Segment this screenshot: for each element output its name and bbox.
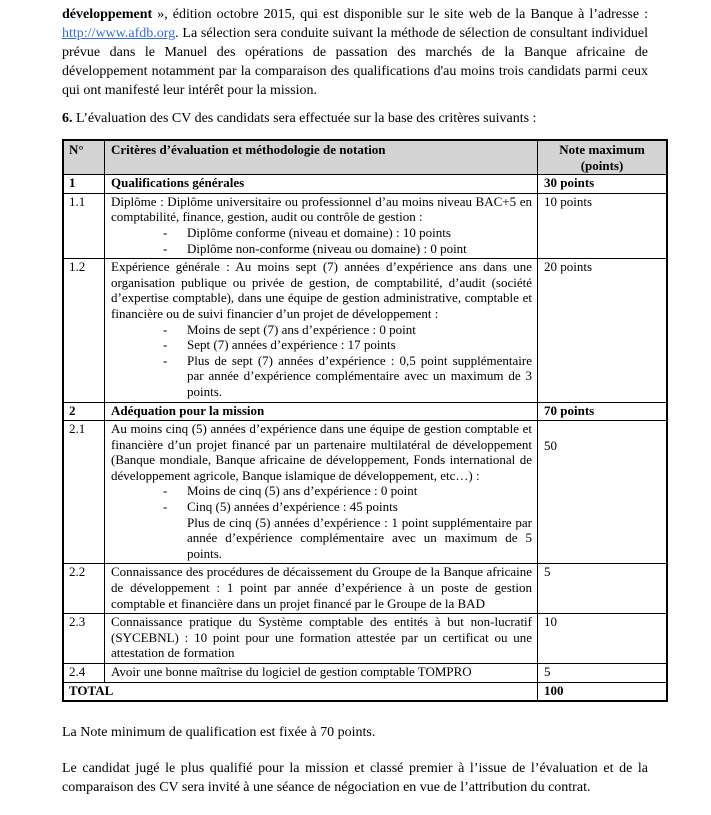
row-number-cell: 2.3 — [63, 614, 105, 664]
row-number-cell: 2.2 — [63, 564, 105, 614]
row-criteria-cell — [105, 664, 538, 683]
intro-paragraph — [62, 5, 648, 100]
afdb-website-link[interactable]: http://www.afdb.org — [62, 26, 176, 41]
bullet-dash: - — [163, 483, 168, 499]
row-points-cell: 70 points — [538, 402, 668, 421]
row-criteria-cell — [105, 402, 538, 421]
bullet-text: Cinq (5) années d’expérience : 45 points — [187, 499, 398, 515]
bullet-item — [163, 225, 532, 241]
intro-text-after-bold: », édition octobre 2015, qui est disponible sur le site web de la Banque à l’adresse : — [152, 7, 648, 22]
row-criteria-cell — [105, 175, 538, 194]
bullet-dash — [163, 515, 187, 562]
criteria-text: Expérience générale : Au moins sept (7) années d’expérience ans dans une organisation publique ou privée de gestion, de comptabilité, d’audit (société d’expertise comptable), dans une équipe de gestion administrative, comptable et financière ou de suivi financier d’un projet de développement : — [111, 259, 532, 321]
table-header-row — [63, 140, 667, 175]
table-row — [63, 402, 667, 421]
table-row — [63, 421, 667, 564]
minimum-score-note: La Note minimum de qualification est fixée à 70 points. — [62, 725, 376, 741]
header-cell-criteria: Critères d’évaluation et méthodologie de notation — [105, 140, 538, 175]
evaluation-criteria-table — [62, 139, 668, 702]
row-criteria-cell — [105, 421, 538, 564]
criteria-text: Au moins cinq (5) années d’expérience dans une équipe de gestion comptable et financière d’un projet financé par un partenaire multilatéral de développement (Banque mondiale, Banque africaine de développement, Fonds international de développement agricole, Banque islamique de développement, etc…) : — [111, 421, 532, 483]
row-points-cell: 10 — [538, 614, 668, 664]
total-label-cell: TOTAL — [63, 682, 538, 701]
criteria-text: Connaissance pratique du Système comptable des entités à but non-lucratif (SYCEBNL) : 10 point pour une formation attestée par un certificat ou une attestation de formation — [111, 614, 532, 661]
row-points-cell: 10 points — [538, 193, 668, 258]
intro-bold-lead: développement — [62, 7, 153, 22]
criteria-text: Qualifications générales — [111, 175, 245, 191]
bullet-dash: - — [163, 337, 168, 353]
row-number-cell: 2 — [63, 402, 105, 421]
criteria-text: Adéquation pour la mission — [111, 402, 265, 418]
header-cell-number: N° — [63, 140, 105, 175]
bullet-item — [163, 353, 532, 400]
bullet-item — [163, 241, 532, 257]
bullet-text: Diplôme non-conforme (niveau ou domaine) : 0 point — [187, 240, 467, 256]
bullet-text: Moins de sept (7) ans d’expérience : 0 point — [187, 321, 416, 337]
table-row — [63, 564, 667, 614]
row-number-cell: 2.1 — [63, 421, 105, 564]
intro-text-after-link: . La sélection sera conduite suivant la méthode de sélection de consultant individuel prévue dans le Manuel des opérations de passation des marchés de la Banque africaine de développement notamment par la comparaison des qualifications d'au moins trois candidats parmi ceux qui ont manifesté leur intérêt pour la mission. — [62, 26, 648, 98]
bullet-dash: - — [163, 240, 168, 256]
closing-paragraph: Le candidat jugé le plus qualifié pour la mission et classé premier à l’issue de l’évaluation et de la comparaison des CV sera invité à une séance de négociation en vue de l’attribution du contrat. — [62, 761, 648, 796]
row-criteria-cell — [105, 564, 538, 614]
bullet-item — [163, 337, 532, 353]
row-criteria-cell — [105, 193, 538, 258]
criteria-text: Diplôme : Diplôme universitaire ou professionnel d’au moins niveau BAC+5 en comptabilité, finance, gestion, audit ou contrôle de gestion : — [111, 193, 532, 225]
bullet-item — [163, 483, 532, 499]
bullet-text: Moins de cinq (5) ans d’expérience : 0 point — [187, 483, 418, 499]
row-points-cell: 30 points — [538, 175, 668, 194]
total-points-cell: 100 — [538, 682, 668, 701]
bullet-text: Sept (7) années d’expérience : 17 points — [187, 337, 396, 353]
bullet-text: Plus de cinq (5) années d’expérience : 1 point supplémentaire par année d’expérience complémentaire avec un maximum de 5 points. — [187, 514, 532, 561]
row-points-cell: 5 — [538, 664, 668, 683]
bullet-text: Diplôme conforme (niveau et domaine) : 10 points — [187, 224, 451, 240]
row-criteria-cell — [105, 259, 538, 402]
item6-text: L’évaluation des CV des candidats sera effectuée sur la base des critères suivants : — [72, 111, 537, 126]
header-cell-points: Note maximum (points) — [538, 140, 668, 175]
row-points-cell: 20 points — [538, 259, 668, 402]
table-row — [63, 175, 667, 194]
row-points-cell: 50 — [538, 421, 668, 564]
criteria-text: Connaissance des procédures de décaissement du Groupe de la Banque africaine de développement : 1 point par année d’expérience à un poste de gestion comptable et financière dans un projet financé par le Groupe de la BAD — [111, 564, 532, 611]
row-number-cell: 1.2 — [63, 259, 105, 402]
table-row — [63, 259, 667, 402]
criteria-text: Avoir une bonne maîtrise du logiciel de gestion comptable TOMPRO — [111, 664, 472, 679]
bullet-item — [163, 499, 532, 515]
bullet-item — [163, 322, 532, 338]
item6-paragraph — [62, 109, 648, 128]
row-points-cell: 5 — [538, 564, 668, 614]
row-number-cell: 2.4 — [63, 664, 105, 683]
row-number-cell: 1.1 — [63, 193, 105, 258]
table-row — [63, 193, 667, 258]
bullet-dash: - — [163, 352, 168, 368]
row-number-cell: 1 — [63, 175, 105, 194]
item6-number: 6. — [62, 111, 73, 126]
row-criteria-cell — [105, 614, 538, 664]
table-row — [63, 664, 667, 683]
table-row — [63, 614, 667, 664]
table-total-row — [63, 682, 667, 701]
bullet-text: Plus de sept (7) années d’expérience : 0,5 point supplémentaire par année d’expérience complémentaire avec un maximum de 3 points. — [187, 352, 532, 399]
bullet-dash: - — [163, 499, 168, 515]
bullet-dash: - — [163, 321, 168, 337]
bullet-item — [163, 515, 532, 562]
bullet-dash: - — [163, 224, 168, 240]
